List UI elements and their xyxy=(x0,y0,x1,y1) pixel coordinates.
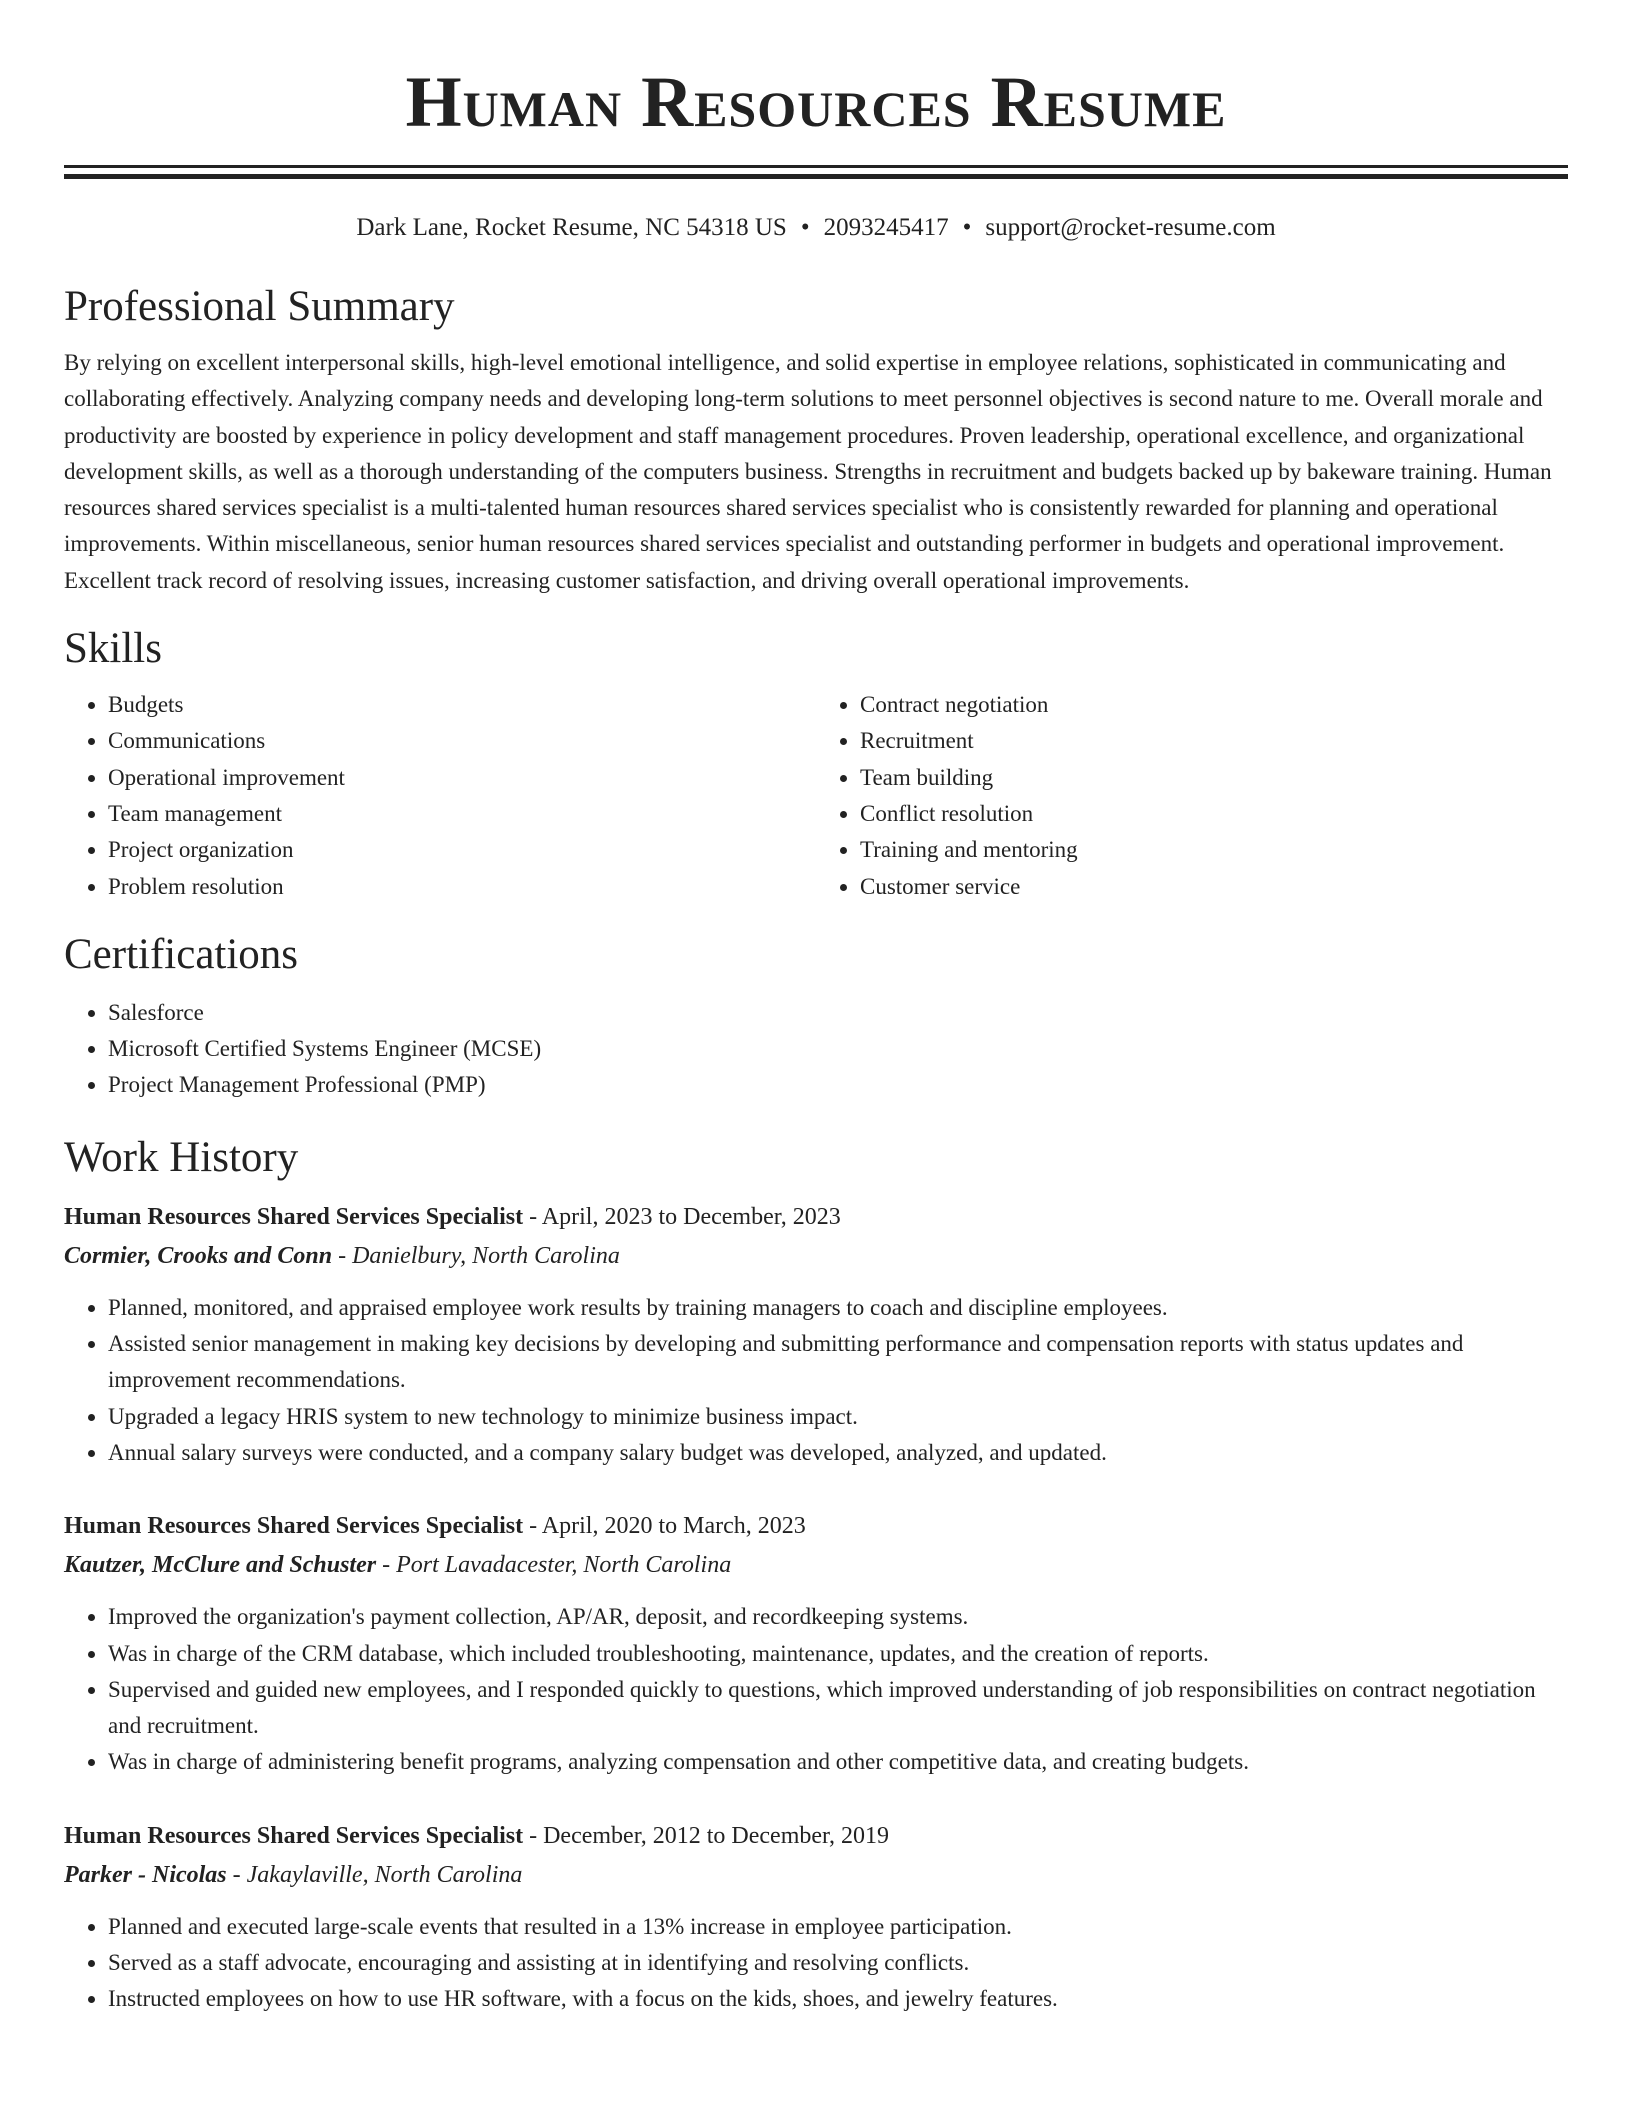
job-company-line xyxy=(64,1855,1568,1895)
skills-columns xyxy=(64,687,1568,905)
summary-text: By relying on excellent interpersonal skills, high-level emotional intelligence, and solid expertise in employee relations, sophisticated in communicating and collaborating effectively. Analyzing company needs and developing long-term solutions to meet personnel objectives is second nature to me. Overall morale and productivity are boosted by experience in policy development and staff management procedures. Proven leadership, operational excellence, and organizational development skills, as well as a thorough understanding of the computers business. Strengths in recruitment and budgets backed up by bakeware training. Human resources shared services specialist is a multi-talented human resources shared services specialist who is consistently rewarded for planning and operational improvements. Within miscellaneous, senior human resources shared services specialist and outstanding performer in budgets and operational improvement. Excellent track record of resolving issues, increasing customer satisfaction, and driving overall operational improvements. xyxy=(64,350,1552,593)
job-dates: - December, 2012 to December, 2019 xyxy=(523,1822,890,1849)
job-dates: - April, 2020 to March, 2023 xyxy=(523,1513,806,1540)
job-company-line xyxy=(64,1236,1568,1276)
resume-page xyxy=(64,0,1568,2018)
job-company: Parker - Nicolas xyxy=(64,1861,227,1888)
job-title-line xyxy=(64,1817,1568,1855)
job-bullet: • Improved the organization's payment collection, AP/AR, deposit, and recordkeeping systems. xyxy=(108,1599,1568,1635)
job-bullet: • Was in charge of the CRM database, which included troubleshooting, maintenance, updates, and the creation of reports. xyxy=(108,1636,1568,1672)
job-company: Cormier, Crooks and Conn xyxy=(64,1242,333,1269)
contact-separator: • xyxy=(800,214,810,241)
job-bullet: • Planned, monitored, and appraised employee work results by training managers to coach and discipline employees. xyxy=(108,1290,1568,1326)
skill-item: • Team management xyxy=(108,796,816,832)
certification-item: • Salesforce xyxy=(108,995,1568,1031)
job-entry xyxy=(64,1198,1568,1471)
skill-item: • Training and mentoring xyxy=(860,832,1568,868)
resume-title: Human Resources Resume xyxy=(405,62,1227,142)
certifications-list xyxy=(64,995,1568,1104)
job-bullet: • Served as a staff advocate, encouraging and assisting at in identifying and resolving conflicts. xyxy=(108,1945,1568,1981)
job-title-line xyxy=(64,1507,1568,1545)
skill-item: • Customer service xyxy=(860,869,1568,905)
job-company: Kautzer, McClure and Schuster xyxy=(64,1552,377,1579)
skill-item: • Project organization xyxy=(108,832,816,868)
skill-item: • Communications xyxy=(108,723,816,759)
skill-item: • Team building xyxy=(860,760,1568,796)
skill-item: • Problem resolution xyxy=(108,869,816,905)
job-location: - Port Lavadacester, North Carolina xyxy=(376,1552,732,1579)
job-location: - Jakaylaville, North Carolina xyxy=(226,1861,523,1888)
job-entry xyxy=(64,1507,1568,1780)
job-bullet: • Instructed employees on how to use HR software, with a focus on the kids, shoes, and jewelry features. xyxy=(108,1981,1568,2017)
certifications-heading: Certifications xyxy=(64,930,299,978)
work-history-heading: Work History xyxy=(64,1133,299,1181)
job-location: - Danielbury, North Carolina xyxy=(332,1242,620,1269)
job-bullet: • Planned and executed large-scale events that resulted in a 13% increase in employee participation. xyxy=(108,1909,1568,1945)
job-entry xyxy=(64,1817,1568,2018)
skills-heading: Skills xyxy=(64,625,162,673)
job-bullets xyxy=(64,1599,1568,1780)
job-dates: - April, 2023 to December, 2023 xyxy=(523,1203,841,1230)
job-bullets xyxy=(64,1909,1568,2018)
job-bullet: • Upgraded a legacy HRIS system to new technology to minimize business impact. xyxy=(108,1399,1568,1435)
certification-item: • Project Management Professional (PMP) xyxy=(108,1067,1568,1103)
title-rule-top xyxy=(64,165,1568,168)
job-title: Human Resources Shared Services Specialist xyxy=(64,1513,524,1540)
skill-item: • Conflict resolution xyxy=(860,796,1568,832)
job-bullet: • Assisted senior management in making key decisions by developing and submitting performance and compensation reports with status updates and improvement recommendations. xyxy=(108,1326,1568,1399)
contact-line xyxy=(64,213,1568,243)
job-bullet: • Was in charge of administering benefit programs, analyzing compensation and other competitive data, and creating budgets. xyxy=(108,1744,1568,1780)
skill-item: • Budgets xyxy=(108,687,816,723)
skills-list-right xyxy=(816,687,1568,905)
contact-address: Dark Lane, Rocket Resume, NC 54318 US xyxy=(356,214,787,241)
certification-item: • Microsoft Certified Systems Engineer (MCSE) xyxy=(108,1031,1568,1067)
contact-email: support@rocket-resume.com xyxy=(985,214,1276,241)
job-bullet: • Annual salary surveys were conducted, and a company salary budget was developed, analyzed, and updated. xyxy=(108,1435,1568,1471)
skill-item: • Contract negotiation xyxy=(860,687,1568,723)
job-bullet: • Supervised and guided new employees, and I responded quickly to questions, which improved understanding of job responsibilities on contract negotiation and recruitment. xyxy=(108,1672,1568,1745)
job-company-line xyxy=(64,1545,1568,1585)
job-title-line xyxy=(64,1198,1568,1236)
summary-heading: Professional Summary xyxy=(64,283,455,330)
job-bullets xyxy=(64,1290,1568,1471)
job-title: Human Resources Shared Services Specialist xyxy=(64,1203,524,1230)
skill-item: • Recruitment xyxy=(860,723,1568,759)
job-title: Human Resources Shared Services Specialist xyxy=(64,1822,524,1849)
skill-item: • Operational improvement xyxy=(108,760,816,796)
contact-phone: 2093245417 xyxy=(823,214,949,241)
title-rule-bottom xyxy=(64,174,1568,179)
skills-list-left xyxy=(64,687,816,905)
contact-separator: • xyxy=(962,214,972,241)
